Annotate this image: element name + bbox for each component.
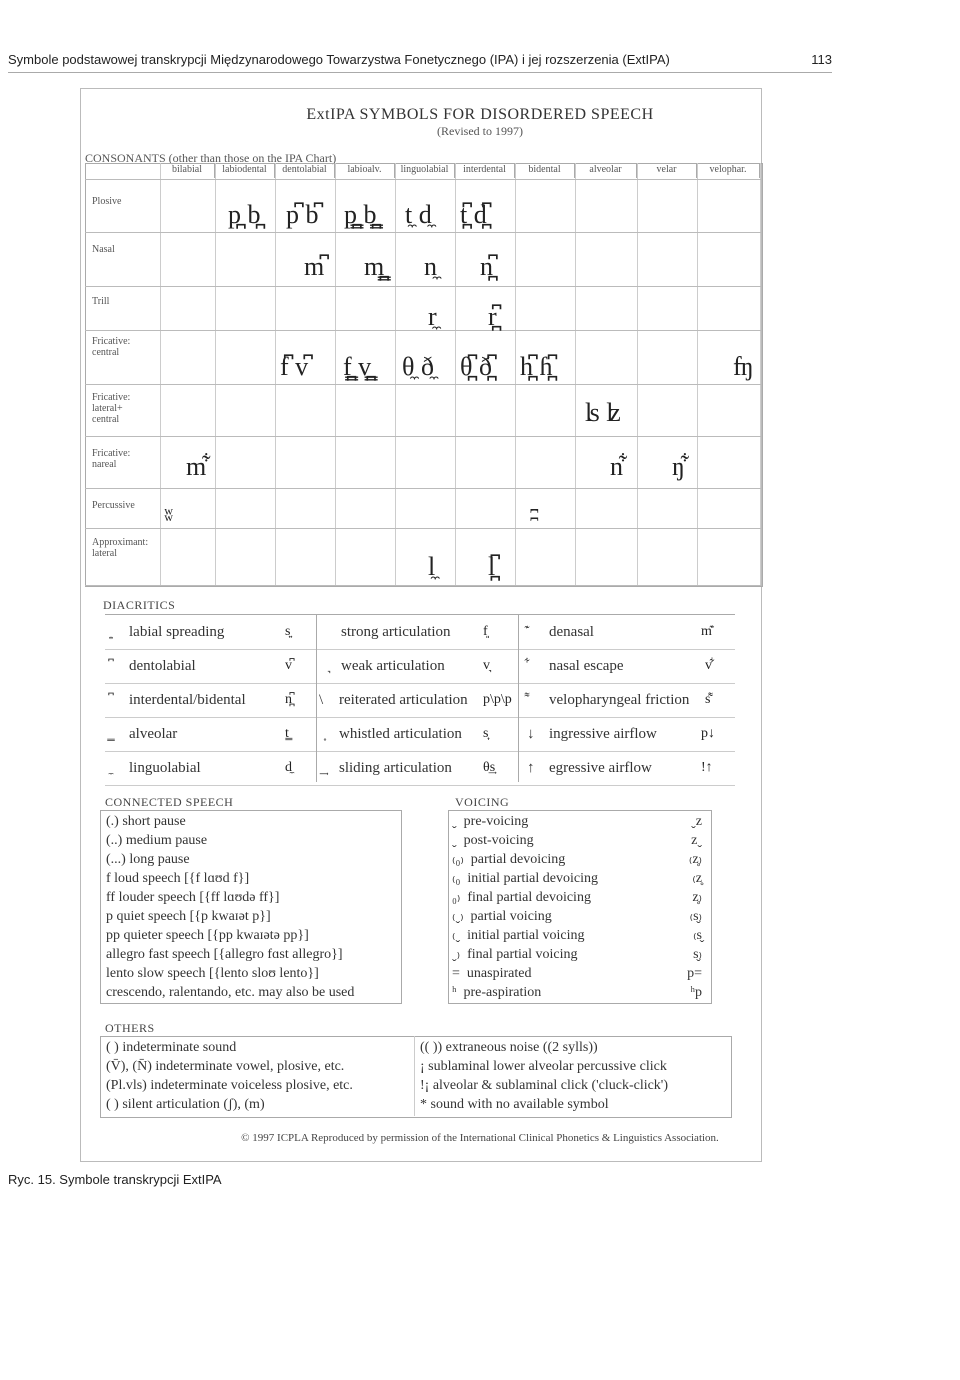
diacritic-row — [105, 751, 735, 786]
connected-speech-heading: CONNECTED SPEECH — [105, 795, 234, 809]
symbol-cell: f̪͇ v̪͇ — [343, 352, 372, 381]
list-item: pp quieter speech [{pp kwaɪətə pp}] — [106, 928, 309, 943]
column-header: interdental — [455, 164, 515, 178]
symbol-cell: p̪ b̪ — [228, 200, 261, 229]
voicing-mark: ₍₀ — [452, 871, 461, 886]
symbol-cell: n͋ — [610, 452, 623, 481]
voicing-label: final partial voicing — [467, 947, 578, 962]
grid-row-line — [85, 330, 761, 331]
grid-column-line — [515, 163, 516, 585]
diacritic-example: s͌ — [705, 692, 711, 707]
diacritics-heading: DIACRITICS — [103, 598, 176, 612]
chart-subtitle: (Revised to 1997) — [437, 124, 523, 138]
voicing-label: initial partial devoicing — [467, 871, 598, 886]
grid-column-line — [215, 163, 216, 585]
column-header: linguolabial — [395, 164, 455, 178]
list-item — [452, 850, 702, 869]
diacritic-example: p↓ — [701, 726, 715, 741]
list-item — [452, 831, 702, 850]
symbol-cell: t̪͆ d̪͆ — [460, 200, 487, 229]
diacritic-label: strong articulation — [341, 624, 451, 640]
voicing-example: ₍s̬₎ — [689, 909, 702, 924]
voicing-example: ˬz — [691, 814, 702, 829]
diacritic-row — [105, 649, 735, 684]
diacritic-mark: ↑ — [527, 760, 535, 776]
list-item — [452, 983, 702, 1002]
symbol-cell: f͆ v͆ — [280, 352, 309, 381]
diacritic-label: interdental/bidental — [129, 692, 246, 708]
list-item — [452, 869, 702, 888]
diacritic-example: v͉ — [483, 658, 490, 673]
symbol-cell: t̼ d̼ — [405, 200, 432, 229]
symbol-cell: m͋ — [186, 452, 207, 481]
grid-row-line — [85, 528, 761, 529]
list-item: (V̄), (N̄) indeterminate vowel, plosive, etc. — [106, 1059, 345, 1074]
list-item — [452, 888, 702, 907]
row-label: Approximant: lateral — [92, 537, 149, 559]
diacritic-label: labial spreading — [129, 624, 225, 640]
diacritic-label: nasal escape — [549, 658, 624, 674]
symbol-cell: l̪͆ — [488, 552, 496, 581]
diacritic-label: whistled articulation — [339, 726, 462, 742]
diacritic-example: p\p\p — [483, 692, 512, 707]
grid-row-line — [85, 384, 761, 385]
symbol-cell: n̼ — [424, 252, 437, 281]
voicing-mark: = — [452, 966, 460, 981]
diacritic-mark: \ — [319, 692, 324, 708]
symbol-cell: l̼ — [428, 552, 436, 581]
grid-column-line — [335, 163, 336, 585]
grid-column-line — [160, 163, 161, 585]
grid-row-line — [85, 179, 761, 180]
list-item: !¡ alveolar & sublaminal click ('cluck-click') — [420, 1078, 668, 1093]
list-item: ¡ sublaminal lower alveolar percussive click — [420, 1059, 667, 1074]
diacritic-example: v͆ — [285, 658, 292, 673]
copyright-line: © 1997 ICPLA Reproduced by permission of the International Clinical Phonetics & Linguistics Association. — [241, 1132, 719, 1144]
voicing-label: partial voicing — [470, 909, 552, 924]
diacritic-label: alveolar — [129, 726, 178, 742]
row-label: Fricative: nareal — [92, 448, 131, 470]
grid-row-line — [85, 585, 761, 586]
column-header: bilabial — [160, 164, 215, 178]
list-item — [452, 964, 702, 983]
voicing-mark: ₍₀₎ — [452, 852, 464, 867]
grid-row-line — [85, 436, 761, 437]
symbol-cell: ʭ — [530, 505, 539, 525]
diacritics-divider — [316, 614, 317, 782]
grid-column-line — [275, 163, 276, 585]
list-item — [452, 926, 702, 945]
column-header: velophar. — [697, 164, 760, 178]
diacritic-example: s͍ — [285, 624, 291, 639]
diacritics-divider — [518, 614, 519, 782]
symbol-cell: p̪͇ b̪͇ — [344, 200, 377, 229]
symbol-cell: m̪͇ — [364, 252, 385, 281]
list-item: (.) short pause — [106, 814, 186, 829]
voicing-label: post-voicing — [463, 833, 534, 848]
symbol-cell: θ̼ ð̼ — [402, 352, 434, 381]
diacritic-label: weak articulation — [341, 658, 445, 674]
grid-row-line — [85, 286, 761, 287]
row-label: Plosive — [92, 196, 122, 207]
voicing-mark: ʰ — [452, 985, 457, 1000]
diacritic-mark: ↓ — [527, 726, 535, 742]
voicing-example: zˬ — [691, 833, 702, 848]
list-item: * sound with no available symbol — [420, 1097, 609, 1112]
voicing-example: ₍z̥ — [692, 871, 702, 886]
diacritic-label: dentolabial — [129, 658, 196, 674]
diacritic-example: n̪͆ — [285, 692, 292, 707]
diacritic-row — [105, 717, 735, 752]
column-header: bidental — [515, 164, 575, 178]
diacritic-label: sliding articulation — [339, 760, 452, 776]
voicing-mark: ˬ₎ — [452, 947, 461, 962]
page-number: 113 — [811, 52, 832, 67]
list-item: ( ) silent articulation (ʃ), (m) — [106, 1097, 265, 1112]
voicing-mark: ˬ — [452, 814, 457, 829]
diacritic-row — [105, 683, 735, 718]
voicing-mark: ˬ — [452, 833, 457, 848]
symbol-cell: n̪͆ — [480, 252, 493, 281]
voicing-label: final partial devoicing — [467, 890, 591, 905]
voicing-label: pre-aspiration — [463, 985, 542, 1000]
grid-row-line — [85, 488, 761, 489]
grid-row-line — [85, 232, 761, 233]
chart-title: ExtIPA SYMBOLS FOR DISORDERED SPEECH — [306, 106, 654, 123]
page-header — [0, 50, 960, 72]
diacritic-example: θ͢s — [483, 760, 496, 775]
symbol-cell: ʪ ʫ — [585, 398, 621, 427]
list-item: (Pl.vls) indeterminate voiceless plosive, etc. — [106, 1078, 353, 1093]
voicing-example: ₍z̥₎ — [688, 852, 702, 867]
others-divider — [414, 1036, 415, 1116]
diacritic-example: t͇ — [285, 726, 289, 741]
list-item — [452, 907, 702, 926]
column-header: labioalv. — [335, 164, 395, 178]
list-item: lento slow speech [{lento sloʊ lento}] — [106, 966, 319, 981]
grid-column-line — [760, 163, 761, 585]
list-item: (..) medium pause — [106, 833, 208, 848]
voicing-heading: VOICING — [455, 795, 510, 809]
list-item: f loud speech [{f lɑʊd f}] — [106, 871, 250, 886]
list-item: allegro fast speech [{allegro fɑst allegro}] — [106, 947, 343, 962]
symbol-cell: θ̪͆ ð̪͆ — [460, 352, 492, 381]
voicing-label: pre-voicing — [463, 814, 529, 829]
symbol-cell: ʬ — [164, 505, 174, 525]
symbol-cell: r̼ — [428, 302, 437, 331]
voicing-label: initial partial voicing — [467, 928, 585, 943]
diacritic-label: denasal — [549, 624, 594, 640]
figure-caption: Ryc. 15. Symbole transkrypcji ExtIPA — [8, 1172, 222, 1187]
column-header: alveolar — [575, 164, 637, 178]
symbol-cell: h̪͆ ɦ̪͆ — [520, 352, 553, 381]
diacritic-example: s͎ — [483, 726, 489, 741]
row-label: Trill — [92, 296, 110, 307]
column-header: velar — [637, 164, 697, 178]
list-item: (...) long pause — [106, 852, 190, 867]
diacritic-example: v͋ — [705, 658, 712, 673]
list-item: crescendo, ralentando, etc. may also be used — [106, 985, 355, 1000]
list-item: ff louder speech [{ff lɑʊdə ff}] — [106, 890, 280, 905]
voicing-example: p= — [687, 966, 702, 981]
consonants-heading: CONSONANTS (other than those on the IPA Chart) — [85, 151, 337, 165]
grid-column-line — [575, 163, 576, 585]
diacritic-label: egressive airflow — [549, 760, 652, 776]
diacritic-example: f͈ — [483, 624, 488, 639]
symbol-cell: ʩ — [733, 352, 754, 381]
row-label: Nasal — [92, 244, 115, 255]
row-label: Fricative: lateral+ central — [92, 392, 131, 425]
voicing-example: z̥₎ — [692, 890, 702, 905]
row-label: Fricative: central — [92, 336, 131, 358]
diacritic-label: reiterated articulation — [339, 692, 468, 708]
list-item — [452, 945, 702, 964]
symbol-cell: m͆ — [304, 252, 325, 281]
column-header: labiodental — [215, 164, 275, 178]
voicing-label: unaspirated — [466, 966, 532, 981]
running-title: Symbole podstawowej transkrypcji Międzynarodowego Towarzystwa Fonetycznego (IPA) i jej rozszerzenia (ExtIPA) — [8, 52, 670, 67]
list-item: (( )) extraneous noise ((2 sylls)) — [420, 1040, 598, 1055]
voicing-label: partial devoicing — [470, 852, 566, 867]
symbol-cell: r̪͆ — [488, 302, 497, 331]
voicing-example: s̬₎ — [693, 947, 702, 962]
diacritic-label: linguolabial — [129, 760, 201, 776]
grid-column-line — [455, 163, 456, 585]
diacritic-example: d̼ — [285, 760, 292, 775]
column-header: dentolabial — [275, 164, 335, 178]
diacritic-row — [105, 615, 735, 650]
voicing-mark: ₍ˬ — [452, 928, 461, 943]
diacritic-example: !↑ — [701, 760, 713, 775]
voicing-example: ₍s̬ — [693, 928, 702, 943]
diacritic-label: ingressive airflow — [549, 726, 657, 742]
grid-column-line — [697, 163, 698, 585]
voicing-mark: ₀₎ — [452, 890, 461, 905]
list-item: p quiet speech [{p kwaɪət p}] — [106, 909, 271, 924]
voicing-mark: ₍ˬ₎ — [452, 909, 464, 924]
row-label: Percussive — [92, 500, 135, 511]
header-rule — [8, 72, 832, 73]
list-item: ( ) indeterminate sound — [106, 1040, 237, 1055]
diacritic-label: velopharyngeal friction — [549, 692, 690, 708]
diacritic-example: m͊ — [701, 624, 712, 639]
symbol-cell: ŋ͋ — [672, 452, 685, 481]
diacritics-table — [105, 614, 735, 783]
grid-column-line — [395, 163, 396, 585]
others-heading: OTHERS — [105, 1021, 155, 1035]
list-item — [452, 812, 702, 831]
voicing-example: ʰp — [690, 985, 702, 1000]
grid-column-line — [637, 163, 638, 585]
symbol-cell: p͆ b͆ — [286, 200, 319, 229]
